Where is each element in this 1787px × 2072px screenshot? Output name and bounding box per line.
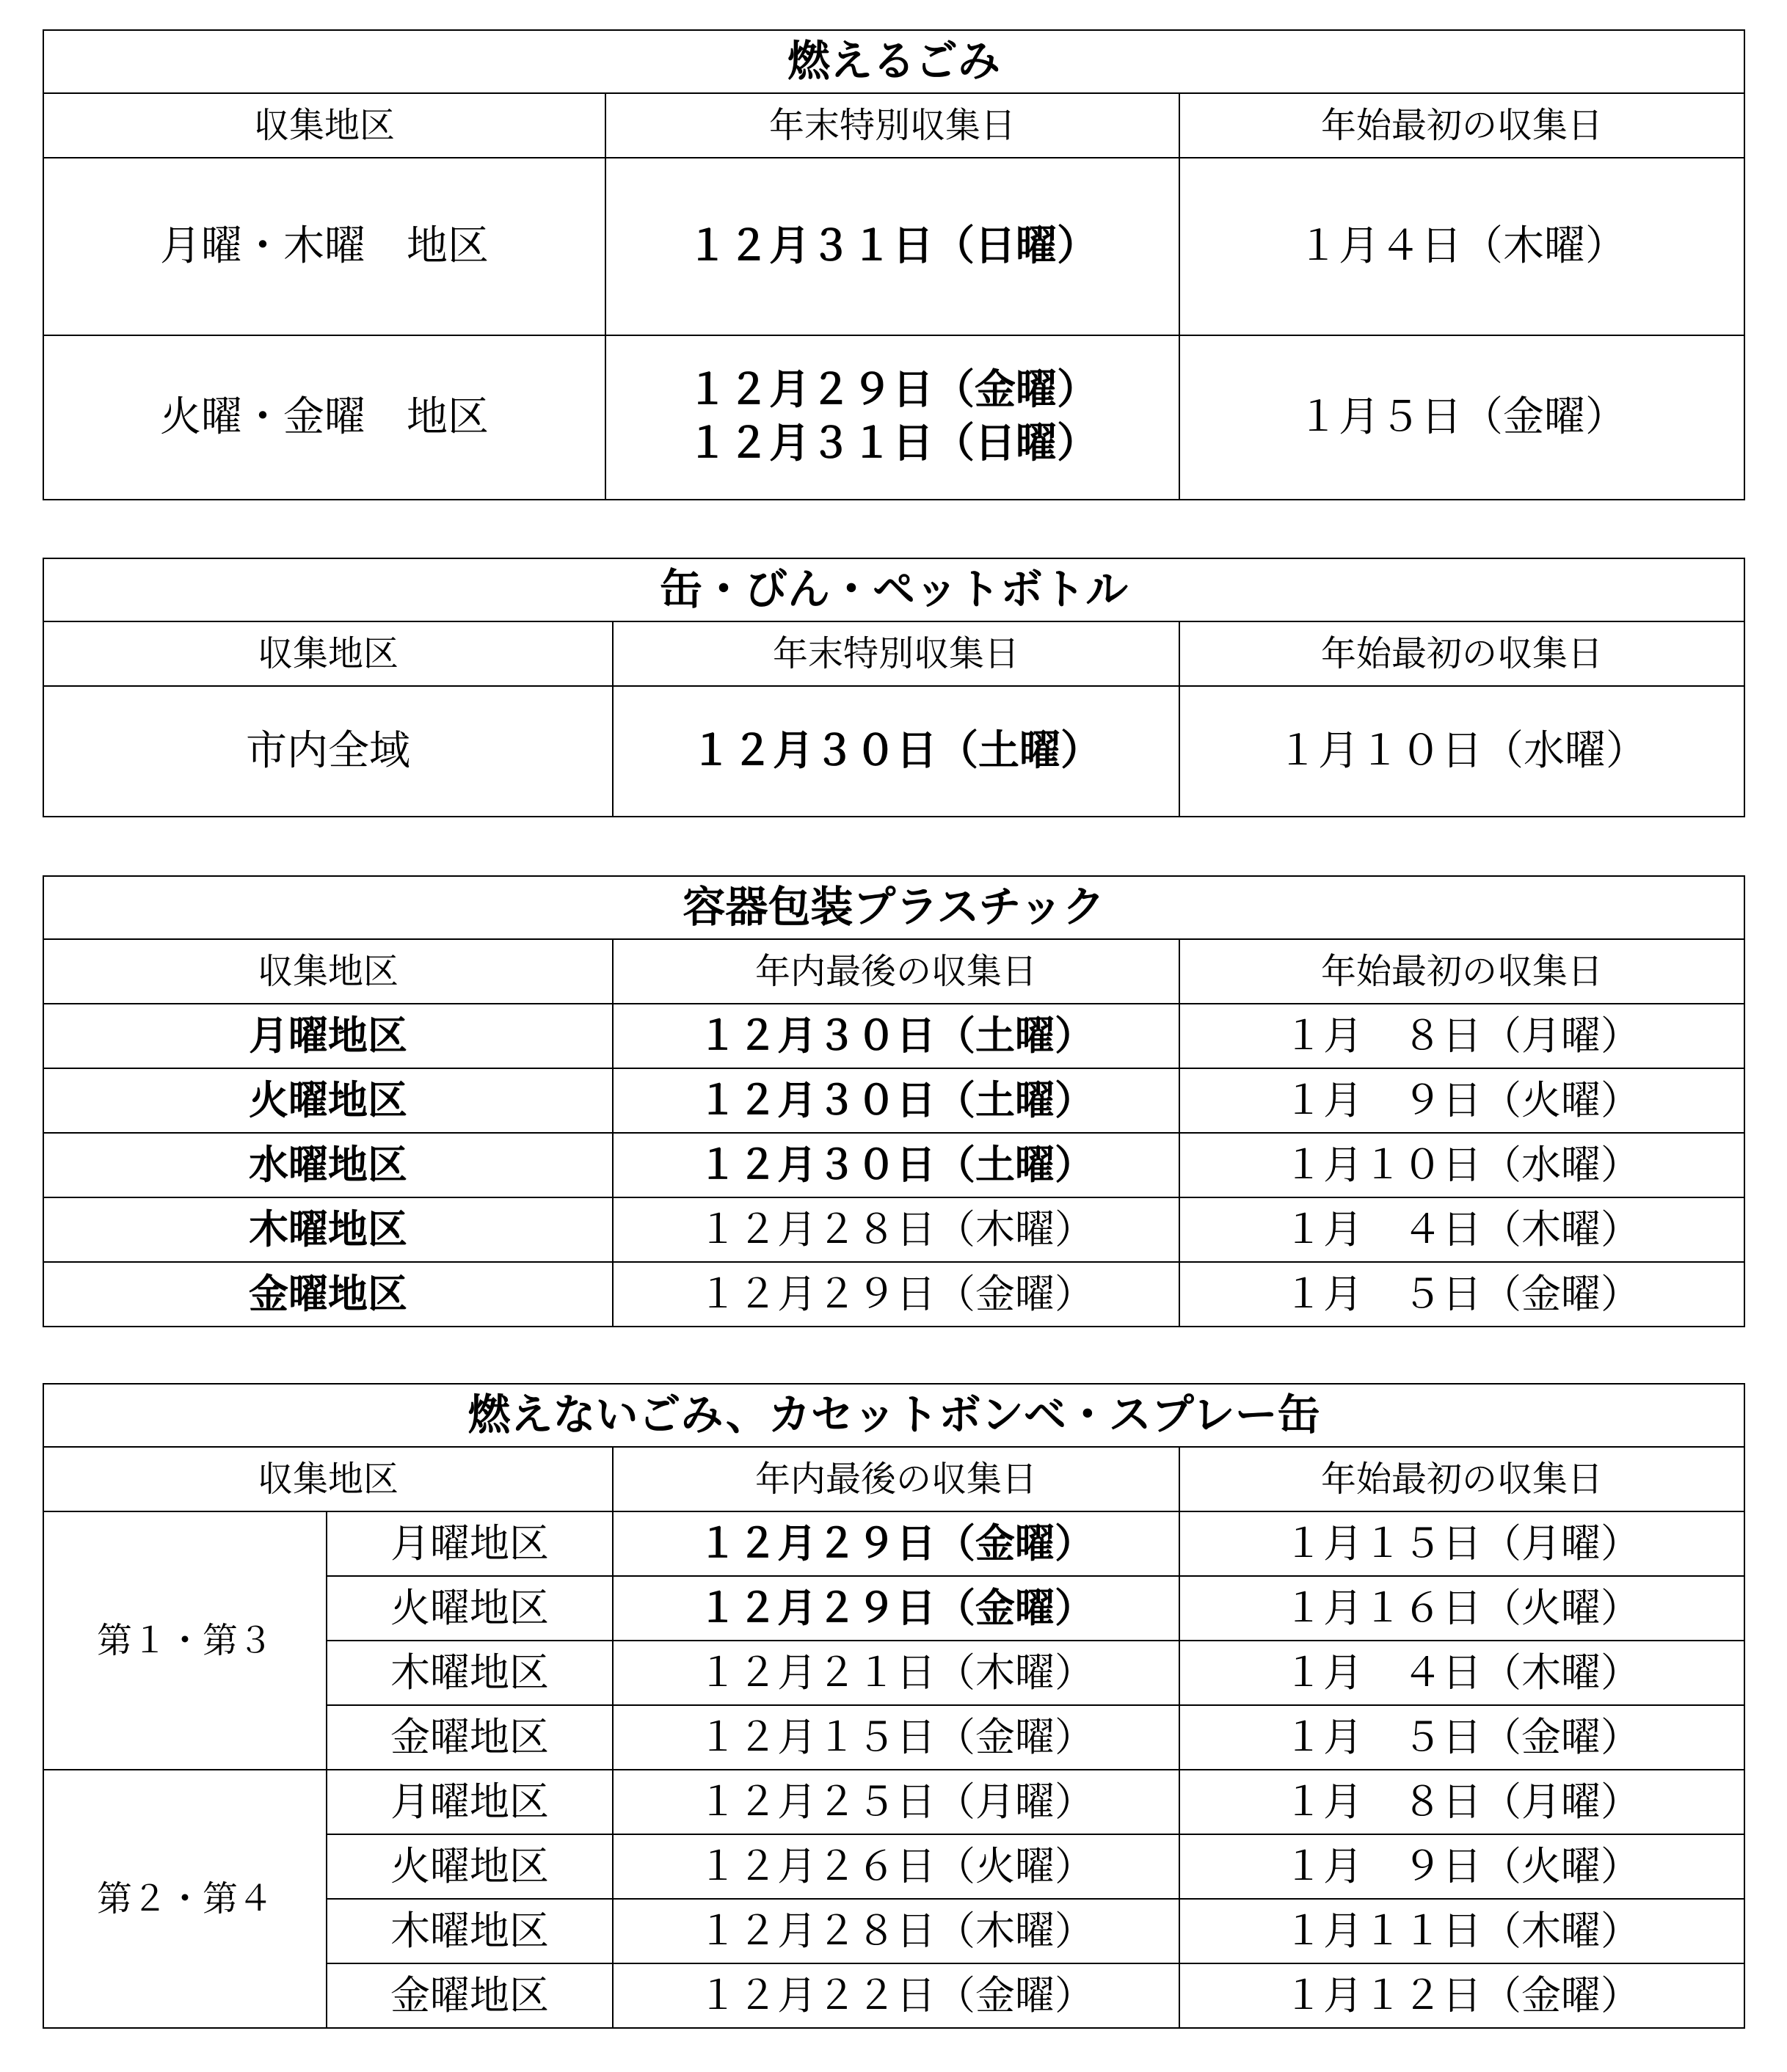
area-cell: 月曜・木曜 地区: [43, 158, 605, 335]
area-cell: 月曜地区: [327, 1511, 613, 1576]
new-year-date: １月 ５日（金曜）: [1179, 1705, 1744, 1770]
header-new-year: 年始最初の収集日: [1179, 621, 1744, 686]
new-year-date: １月１１日（木曜）: [1179, 1899, 1744, 1963]
year-end-date: １２月３１日（日曜）: [687, 420, 1098, 467]
year-end-date: １２月３０日（土曜）: [613, 1068, 1179, 1133]
table-row: [43, 686, 1744, 817]
new-year-date: １月１２日（金曜）: [1179, 1963, 1744, 2028]
area-cell: 水曜地区: [43, 1133, 613, 1197]
area-cell: 金曜地区: [43, 1262, 613, 1327]
header-area: 収集地区: [43, 939, 613, 1004]
new-year-date: １月 ９日（火曜）: [1179, 1068, 1744, 1133]
year-end-date: １２月２６日（火曜）: [613, 1834, 1179, 1899]
year-end-date: １２月１５日（金曜）: [613, 1705, 1179, 1770]
week-group-label: 第２・第４: [43, 1770, 327, 2028]
new-year-date: １月４日（木曜）: [1179, 158, 1744, 335]
header-area: 収集地区: [43, 93, 605, 158]
non-burnable-garbage-table: [43, 1383, 1745, 2029]
new-year-date: １月 ５日（金曜）: [1179, 1262, 1744, 1327]
area-cell: 火曜地区: [327, 1834, 613, 1899]
year-end-date: １２月２９日（金曜）: [687, 366, 1098, 415]
new-year-date: １月１５日（月曜）: [1179, 1511, 1744, 1576]
header-year-end: 年内最後の収集日: [613, 1447, 1179, 1511]
new-year-date: １月１０日（水曜）: [1179, 1133, 1744, 1197]
table-title: 缶・びん・ペットボトル: [43, 558, 1744, 621]
area-cell: 月曜地区: [327, 1770, 613, 1834]
table-row: [43, 1511, 1744, 1576]
new-year-date: １月 ４日（木曜）: [1179, 1641, 1744, 1705]
new-year-date: １月 ８日（月曜）: [1179, 1004, 1744, 1068]
year-end-date: １２月２５日（月曜）: [613, 1770, 1179, 1834]
new-year-date: １月１６日（火曜）: [1179, 1576, 1744, 1641]
area-cell: 火曜・金曜 地区: [43, 335, 605, 500]
header-new-year: 年始最初の収集日: [1179, 1447, 1744, 1511]
table-row: [43, 335, 1744, 500]
year-end-date: １２月２８日（木曜）: [613, 1899, 1179, 1963]
new-year-date: １月 ４日（木曜）: [1179, 1197, 1744, 1262]
table-row: [43, 1262, 1744, 1327]
area-cell: 木曜地区: [43, 1197, 613, 1262]
table-row: [43, 1197, 1744, 1262]
year-end-date: １２月３０日（土曜）: [613, 686, 1179, 817]
area-cell: 木曜地区: [327, 1641, 613, 1705]
year-end-date: １２月３１日（日曜）: [605, 158, 1179, 335]
area-cell: 火曜地区: [327, 1576, 613, 1641]
year-end-date: １２月２９日（金曜）: [613, 1576, 1179, 1641]
new-year-date: １月 ９日（火曜）: [1179, 1834, 1744, 1899]
header-area: 収集地区: [43, 1447, 613, 1511]
header-new-year: 年始最初の収集日: [1179, 93, 1744, 158]
year-end-date: １２月２１日（木曜）: [613, 1641, 1179, 1705]
table-row: [43, 158, 1744, 335]
year-end-date: １２月２８日（木曜）: [613, 1197, 1179, 1262]
table-row: [43, 1770, 1744, 1834]
year-end-date: １２月２９日（金曜）: [613, 1262, 1179, 1327]
area-cell: 市内全域: [43, 686, 613, 817]
new-year-date: １月 ８日（月曜）: [1179, 1770, 1744, 1834]
table-title: 燃えないごみ、カセットボンベ・スプレー缶: [43, 1384, 1744, 1447]
table-title: 容器包装プラスチック: [43, 876, 1744, 939]
cans-bottles-table: [43, 558, 1745, 817]
year-end-date: １２月３０日（土曜）: [613, 1004, 1179, 1068]
burnable-garbage-table: [43, 29, 1745, 500]
area-cell: 火曜地区: [43, 1068, 613, 1133]
year-end-dates: [605, 335, 1179, 500]
table-row: [43, 1133, 1744, 1197]
header-new-year: 年始最初の収集日: [1179, 939, 1744, 1004]
year-end-date: １２月３０日（土曜）: [613, 1133, 1179, 1197]
header-year-end: 年末特別収集日: [605, 93, 1179, 158]
table-row: [43, 1068, 1744, 1133]
new-year-date: １月５日（金曜）: [1179, 335, 1744, 500]
header-area: 収集地区: [43, 621, 613, 686]
area-cell: 金曜地区: [327, 1963, 613, 2028]
new-year-date: １月１０日（水曜）: [1179, 686, 1744, 817]
header-year-end: 年内最後の収集日: [613, 939, 1179, 1004]
area-cell: 金曜地区: [327, 1705, 613, 1770]
year-end-date: １２月２２日（金曜）: [613, 1963, 1179, 2028]
table-title: 燃えるごみ: [43, 30, 1744, 93]
table-row: [43, 1004, 1744, 1068]
header-year-end: 年末特別収集日: [613, 621, 1179, 686]
plastic-packaging-table: [43, 875, 1745, 1327]
area-cell: 月曜地区: [43, 1004, 613, 1068]
year-end-date: １２月２９日（金曜）: [613, 1511, 1179, 1576]
week-group-label: 第１・第３: [43, 1511, 327, 1770]
area-cell: 木曜地区: [327, 1899, 613, 1963]
